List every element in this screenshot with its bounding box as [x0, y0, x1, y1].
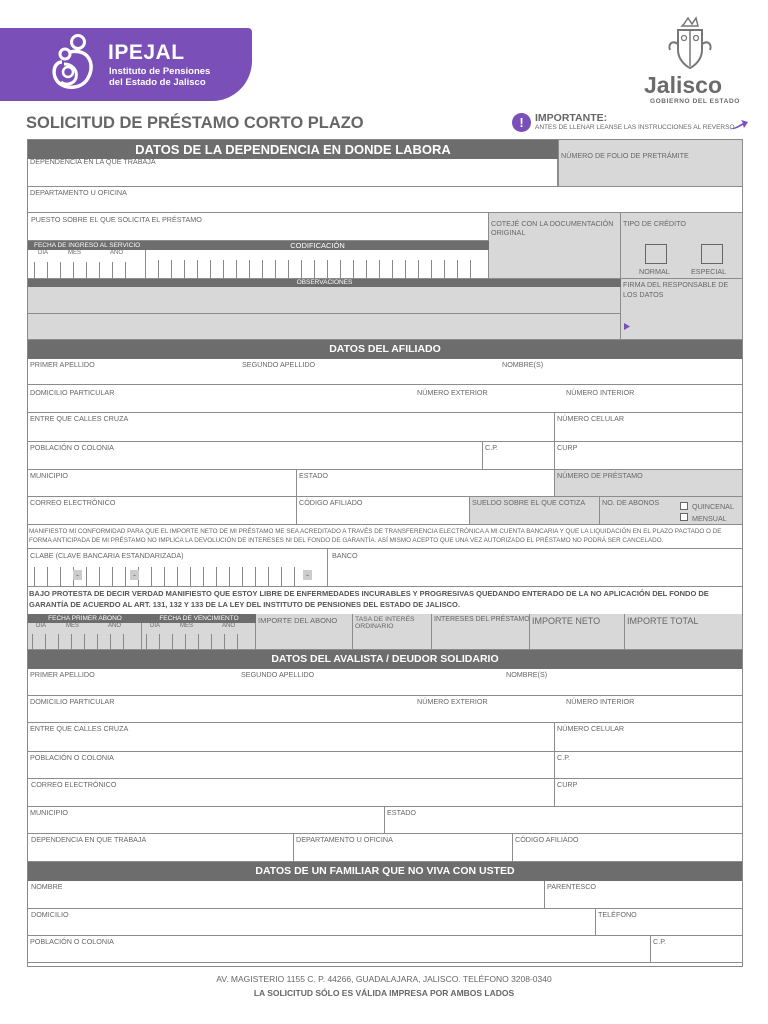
clabe-label: CLABE (CLAVE BANCARIA ESTANDARIZADA) [30, 551, 184, 560]
estado-label: ESTADO [299, 471, 329, 480]
important-title: IMPORTANTE: [535, 112, 608, 124]
tipo-credito-label: TIPO DE CRÉDITO [623, 219, 686, 228]
intereses-field[interactable] [432, 614, 530, 650]
cp-label: C.P. [485, 443, 499, 452]
av-departamento-label: DEPARTAMENTO U OFICINA [296, 835, 393, 844]
av-segundo-apellido-label: SEGUNDO APELLIDO [241, 670, 315, 679]
fp-dia-label: DÍA [36, 623, 47, 629]
av-curp-field[interactable] [555, 779, 743, 807]
ipejal-logo-band [0, 28, 252, 101]
poblacion-field[interactable] [28, 442, 483, 470]
fecha-venc-header: FECHA DE VENCIMIENTO [142, 614, 256, 623]
fam-parentesco-field[interactable] [545, 881, 743, 909]
av-entre-calles-label: ENTRE QUE CALLES CRUZA [30, 724, 129, 733]
abonos-field [600, 497, 743, 525]
av-domicilio-label: DOMICILIO PARTICULAR [30, 697, 115, 706]
section-avalista-header: DATOS DEL AVALISTA / DEUDOR SOLIDARIO [28, 650, 742, 669]
protesta-text: BAJO PROTESTA DE DECIR VERDAD MANIFIESTO QUE ESTOY LIBRE DE ENFERMEDADES INCURABLES Y PROGRESIVAS QUEDANDO ENTERADO DE LA NO APLICACIÓN DEL FONDO DE GARANTÍA DE ACUERDO AL ART. 131, 132 Y 133 DE LA LEY DEL INSTITUTO DE PENSIONES DEL ESTADO DE JALISCO. [29, 589, 709, 609]
firma-label: FIRMA DEL RESPONSABLE DE LOS DATOS [623, 280, 729, 299]
av-cp-label: C.P. [557, 753, 571, 762]
av-primer-apellido-label: PRIMER APELLIDO [30, 670, 95, 679]
family-logo-icon [48, 34, 100, 94]
sueldo-field[interactable] [470, 497, 600, 525]
entre-calles-label: ENTRE QUE CALLES CRUZA [30, 414, 129, 423]
fecha-primer-field[interactable] [28, 623, 142, 650]
especial-label: ESPECIAL [691, 267, 727, 276]
av-num-ext-label: NÚMERO EXTERIOR [417, 697, 488, 706]
jalisco-crest-icon [664, 14, 716, 72]
av-departamento-field[interactable] [294, 834, 513, 862]
dependencia-label: DEPENDENCIA EN LA QUE TRABAJA [30, 157, 156, 166]
fecha-ingreso-field[interactable] [28, 250, 146, 279]
importe-total-field[interactable] [625, 614, 743, 650]
segundo-apellido-label: SEGUNDO APELLIDO [242, 360, 316, 369]
av-estado-field[interactable] [385, 807, 743, 834]
num-int-label: NÚMERO INTERIOR [566, 388, 635, 397]
clabe-dash-3: - [303, 570, 312, 580]
afiliado-name-row[interactable] [28, 359, 743, 385]
banco-label: BANCO [332, 551, 358, 560]
av-domicilio-row[interactable] [28, 696, 743, 723]
page-title: SOLICITUD DE PRÉSTAMO CORTO PLAZO [26, 114, 364, 132]
estado-field[interactable] [297, 470, 555, 497]
gov-name: Jalisco [644, 72, 722, 98]
mes-label: MES [68, 250, 82, 256]
tasa-field[interactable] [353, 614, 432, 650]
fecha-primer-boxes [32, 634, 136, 649]
av-codigo-afiliado-field[interactable] [513, 834, 743, 862]
importe-neto-label: IMPORTE NETO [532, 616, 601, 626]
fam-domicilio-field[interactable] [28, 909, 596, 936]
important-icon: ! [512, 113, 531, 132]
section-dependencia-header: DATOS DE LA DEPENDENCIA EN DONDE LABORA [28, 140, 558, 159]
footer-validity: LA SOLICITUD SÓLO ES VÁLIDA IMPRESA POR AMBOS LADOS [253, 988, 515, 998]
domicilio-label: DOMICILIO PARTICULAR [30, 388, 115, 397]
av-poblacion-label: POBLACIÓN O COLONIA [30, 753, 114, 762]
celular-field[interactable] [555, 413, 743, 442]
manifiesto-text: MANIFIESTO MI CONFORMIDAD PARA QUE EL IMPORTE NETO DE MI PRÉSTAMO ME SEA ACREDITADO A TRAVÉS DE TRANSFERENCIA ELECTRÓNICA A MI CUENTA BANCARIA Y QUE LA LIQUIDACIÓN EN EL PLAZO PACTADO O DE FORMA ANTICIPADA DE MI PRÉSTAMO NO IMPLICA LA DEVOLUCIÓN DE INTERESES NI DEL FONDO DE GARANTÍA. ASÍ MISMO ACEPTO QUE UNA VEZ AUTORIZADO EL PRÉSTAMO NO PODRÁ SER CANCELADO. [29, 528, 722, 544]
loan-application-form [27, 139, 743, 967]
av-codigo-afiliado-label: CÓDIGO AFILIADO [515, 835, 579, 844]
av-entre-calles-field[interactable] [28, 723, 555, 752]
org-name: IPEJAL [108, 41, 185, 64]
folio-field[interactable] [558, 140, 743, 187]
fp-anio-label: AÑO [108, 623, 122, 629]
importe-abono-field[interactable] [256, 614, 353, 650]
clabe-field[interactable] [28, 548, 328, 587]
sueldo-label: SUELDO SOBRE EL QUE COTIZA [472, 498, 586, 507]
fecha-venc-boxes [146, 634, 250, 649]
av-municipio-label: MUNICIPIO [30, 808, 68, 817]
org-subtitle-2: del Estado de Jalisco [109, 77, 206, 88]
observaciones-header: OBSERVACIONES [28, 279, 621, 287]
av-num-int-label: NÚMERO INTERIOR [566, 697, 635, 706]
poblacion-label: POBLACIÓN O COLONIA [30, 443, 114, 452]
caret-right-icon [624, 323, 630, 330]
codificacion-header: CODIFICACIÓN [146, 241, 489, 250]
important-text: ANTES DE LLENAR LEANSE LAS INSTRUCCIONES AL REVERSO [535, 124, 735, 131]
num-ext-label: NÚMERO EXTERIOR [417, 388, 488, 397]
av-celular-field[interactable] [555, 723, 743, 752]
no-abonos-label: NO. DE ABONOS [602, 498, 660, 507]
av-municipio-field[interactable] [28, 807, 385, 834]
av-dependencia-label: DEPENDENCIA EN QUE TRABAJA [31, 835, 147, 844]
av-correo-field[interactable] [28, 779, 555, 807]
arrow-icon [729, 119, 749, 131]
fam-domicilio-label: DOMICILIO [31, 910, 69, 919]
codigo-afiliado-field[interactable] [297, 497, 470, 525]
normal-checkbox[interactable] [645, 244, 667, 264]
clabe-dash-2: - [130, 570, 139, 580]
dia-label: DÍA [38, 250, 49, 256]
fecha-venc-field[interactable] [142, 623, 256, 650]
fv-dia-label: DÍA [150, 623, 161, 629]
curp-label: CURP [557, 443, 578, 452]
firma-field[interactable] [621, 279, 743, 340]
org-subtitle-1: Instituto de Pensiones [109, 66, 211, 77]
fp-mes-label: MES [66, 623, 80, 629]
cotejo-label: COTEJÉ CON LA DOCUMENTACIÓN ORIGINAL [491, 219, 614, 237]
observaciones-field-1[interactable] [28, 287, 621, 314]
codificacion-field[interactable] [146, 250, 489, 279]
fam-cp-label: C.P. [653, 937, 667, 946]
num-prestamo-label: NÚMERO DE PRÉSTAMO [557, 471, 643, 480]
fam-telefono-label: TELÉFONO [598, 910, 637, 919]
celular-label: NÚMERO CELULAR [557, 414, 625, 423]
importe-abono-label: IMPORTE DEL ABONO [258, 616, 338, 625]
departamento-label: DEPARTAMENTO U OFICINA [30, 188, 127, 197]
mensual-label: MENSUAL [692, 514, 727, 523]
fam-cp-field[interactable] [651, 936, 743, 963]
fecha-primer-header: FECHA PRIMER ABONO [28, 614, 142, 623]
primer-apellido-label: PRIMER APELLIDO [30, 360, 95, 369]
fv-anio-label: AÑO [222, 623, 236, 629]
clabe-dash-1: - [73, 570, 82, 580]
av-estado-label: ESTADO [387, 808, 417, 817]
codificacion-boxes [158, 260, 483, 278]
tasa-label: TASA DE INTERÉS ORDINARIO [355, 616, 415, 630]
section-afiliado-header: DATOS DEL AFILIADO [28, 340, 742, 359]
intereses-label: INTERESES DEL PRÉSTAMO [434, 616, 530, 623]
footer-address: AV. MAGISTERIO 1155 C. P. 44266, GUADALAJARA, JALISCO. TELÉFONO 3208-0340 [216, 974, 552, 984]
av-celular-label: NÚMERO CELULAR [557, 724, 625, 733]
fam-telefono-field[interactable] [596, 909, 743, 936]
avalista-name-row[interactable] [28, 669, 743, 696]
normal-label: NORMAL [639, 267, 670, 276]
correo-field[interactable] [28, 497, 297, 525]
cotejo-field[interactable] [489, 213, 621, 279]
fam-poblacion-field[interactable] [28, 936, 651, 963]
correo-label: CORREO ELECTRÓNICO [30, 498, 116, 507]
fv-mes-label: MES [180, 623, 194, 629]
domicilio-row[interactable] [28, 385, 743, 413]
folio-label: NÚMERO DE FOLIO DE PRETRÁMITE [561, 151, 689, 160]
mensual-checkbox[interactable] [680, 513, 688, 521]
av-dependencia-field[interactable] [28, 834, 294, 862]
fam-nombre-field[interactable] [28, 881, 545, 909]
especial-checkbox[interactable] [701, 244, 723, 264]
fecha-ingreso-header: FECHA DE INGRESO AL SERVICIO [28, 241, 146, 250]
av-curp-label: CURP [557, 780, 578, 789]
num-prestamo-field[interactable] [555, 470, 743, 497]
nombres-label: NOMBRE(S) [502, 360, 544, 369]
importe-neto-field[interactable] [530, 614, 625, 650]
puesto-field[interactable] [28, 213, 489, 241]
fam-parentesco-label: PARENTESCO [547, 882, 596, 891]
dependencia-field[interactable] [28, 159, 558, 187]
av-cp-field[interactable] [555, 752, 743, 779]
quincenal-label: QUINCENAL [692, 502, 734, 511]
gov-subtitle: GOBIERNO DEL ESTADO [650, 98, 740, 105]
av-nombres-label: NOMBRE(S) [506, 670, 548, 679]
banco-field[interactable] [328, 548, 743, 587]
fam-nombre-label: NOMBRE [31, 882, 63, 891]
municipio-field[interactable] [28, 470, 297, 497]
observaciones-field-2[interactable] [28, 314, 621, 340]
entre-calles-field[interactable] [28, 413, 555, 442]
quincenal-checkbox[interactable] [680, 502, 688, 510]
codigo-afiliado-label: CÓDIGO AFILIADO [299, 498, 363, 507]
puesto-label: PUESTO SOBRE EL QUE SOLICITA EL PRÉSTAMO [31, 215, 202, 224]
departamento-field[interactable] [28, 187, 743, 213]
municipio-label: MUNICIPIO [30, 471, 68, 480]
av-poblacion-field[interactable] [28, 752, 555, 779]
section-familiar-header: DATOS DE UN FAMILIAR QUE NO VIVA CON USTED [28, 862, 742, 881]
tipo-credito-field [621, 213, 743, 279]
av-correo-label: CORREO ELECTRÓNICO [31, 780, 117, 789]
curp-field[interactable] [555, 442, 743, 470]
importe-total-label: IMPORTE TOTAL [627, 616, 699, 626]
fecha-ingreso-boxes [34, 262, 138, 278]
fam-poblacion-label: POBLACIÓN O COLONIA [30, 937, 114, 946]
anio-label: AÑO [110, 250, 124, 256]
cp-field[interactable] [483, 442, 555, 470]
